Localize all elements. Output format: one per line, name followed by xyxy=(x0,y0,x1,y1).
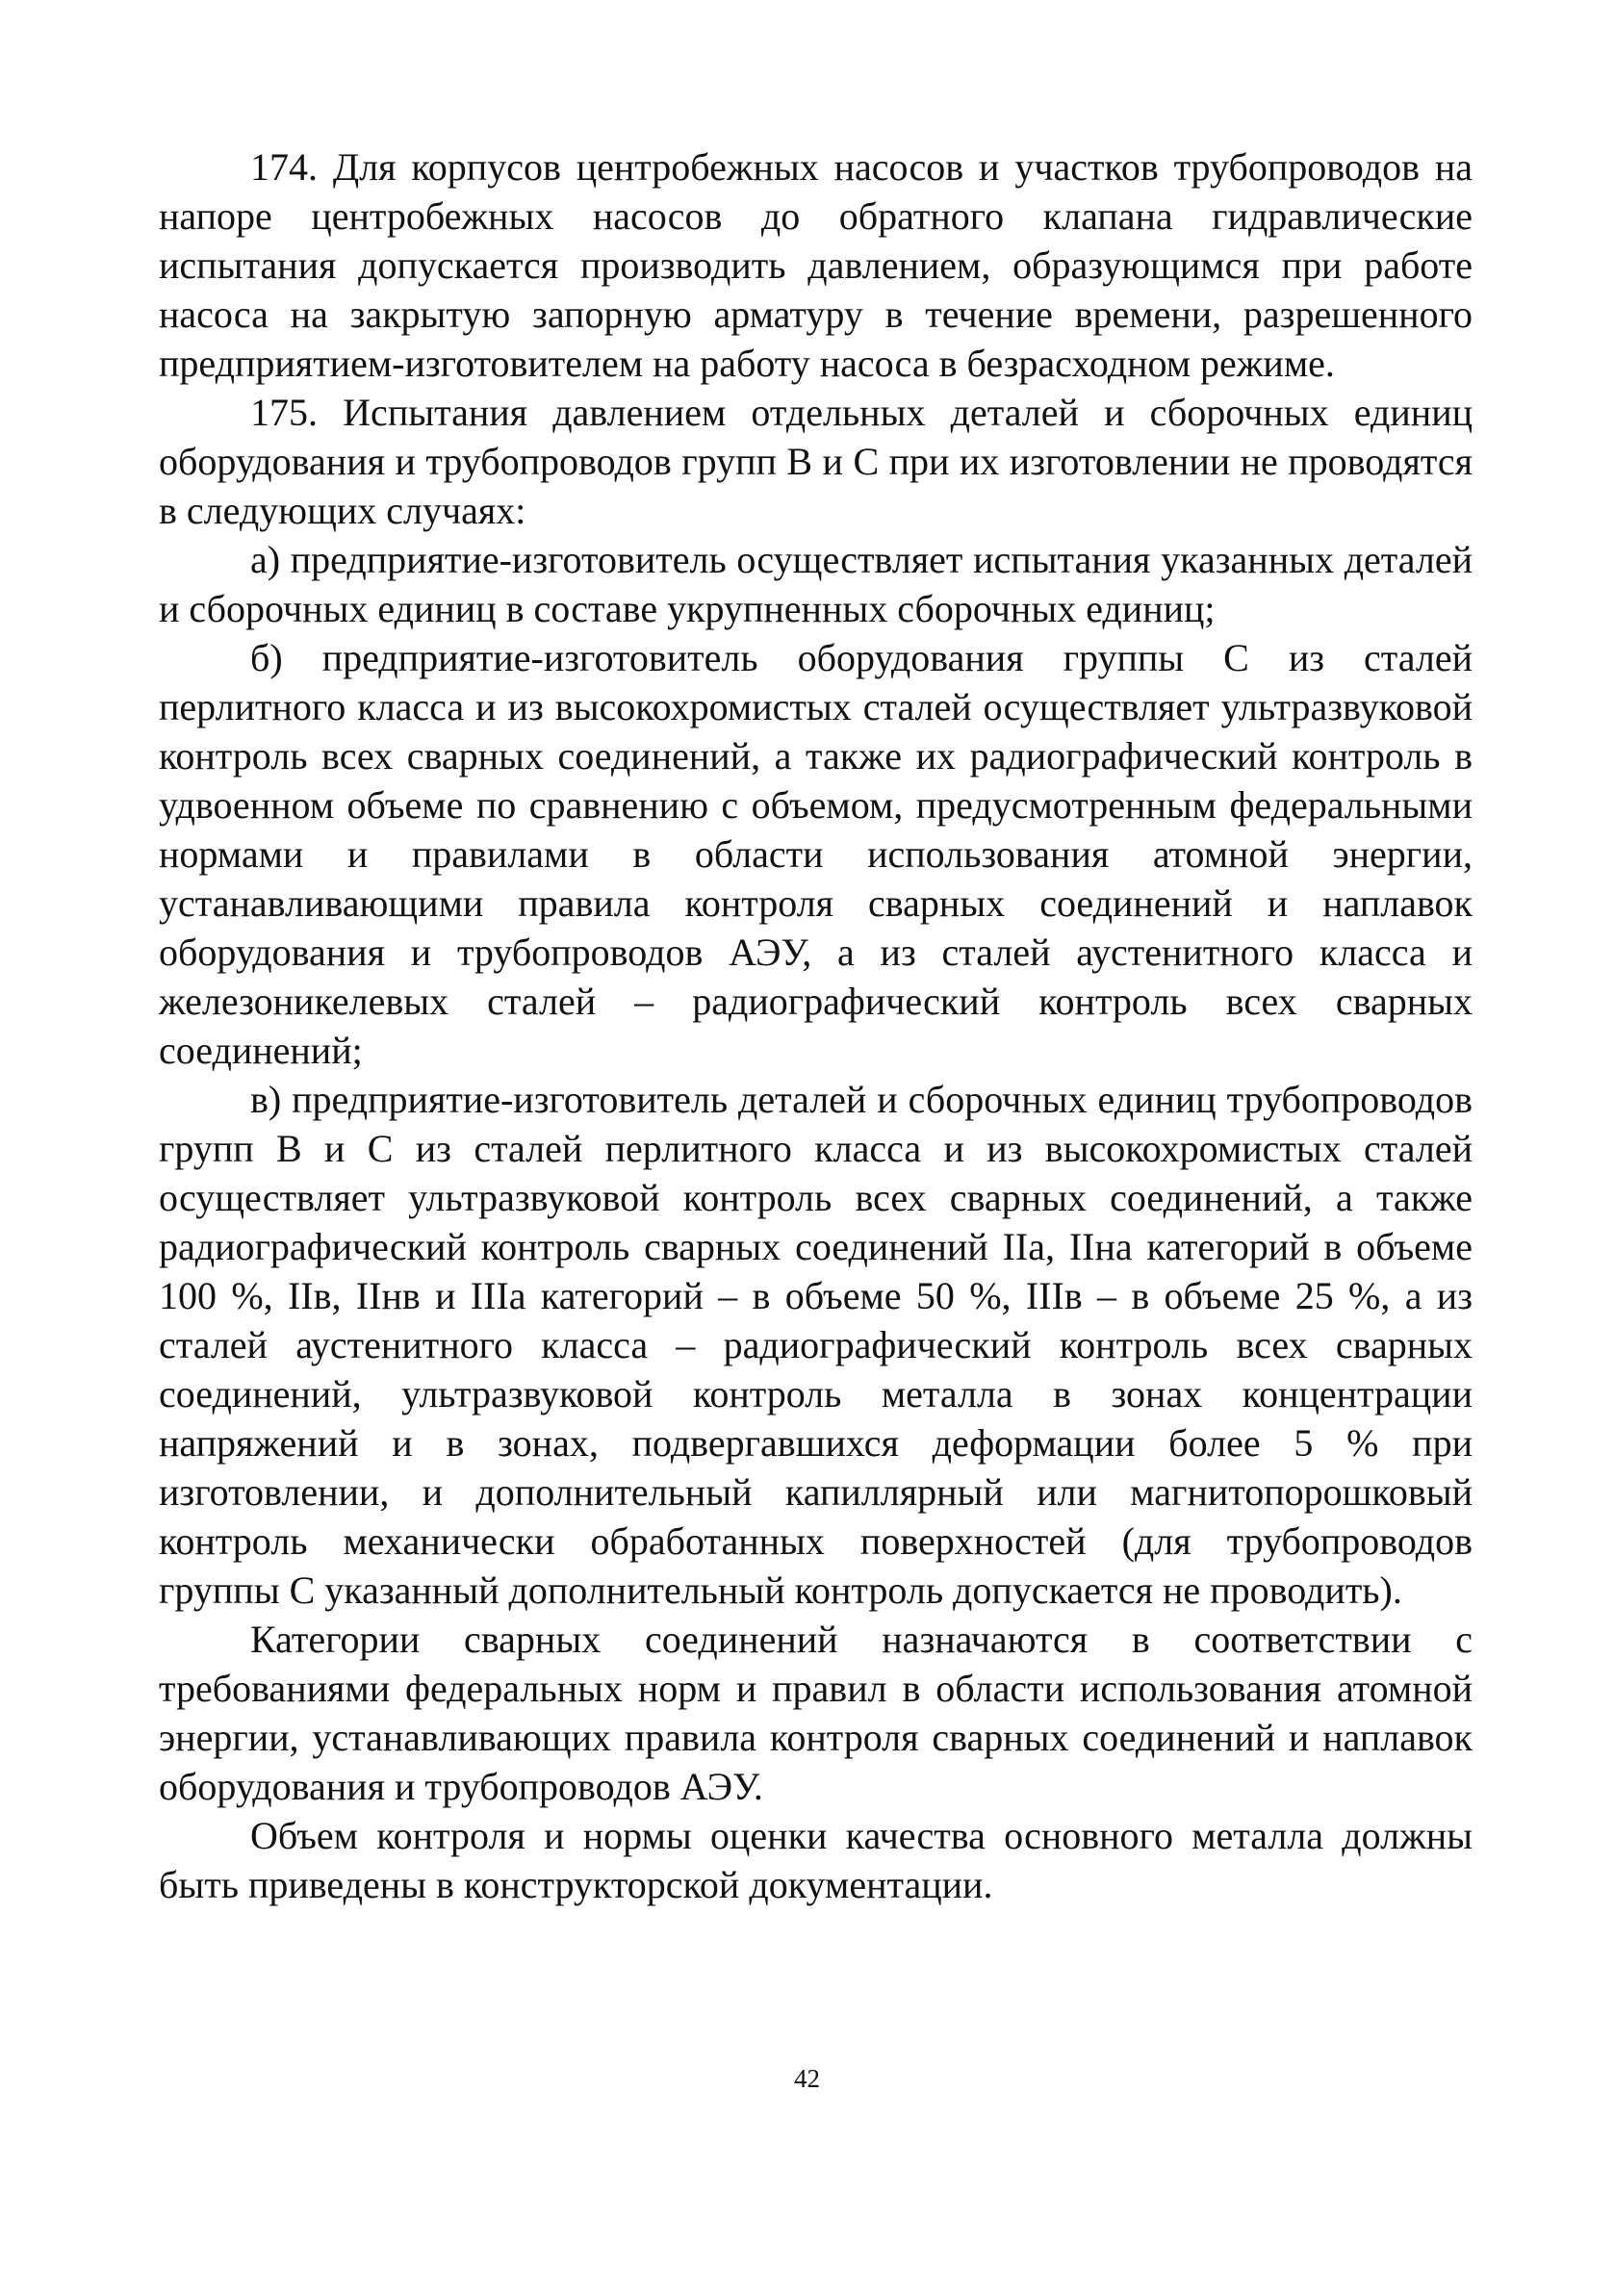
list-item-b: б) предприятие-изготовитель оборудования группы C из сталей перлитного класса и из высокохромистых сталей осуществляет ультразвуковой контроль всех сварных соединений, а также их радиографический контроль в удвоенном объеме по сравнению с объемом, предусмотренным федеральными нормами и правилами в области использования атомной энергии, устанавливающими правила контроля сварных соединений и наплавок оборудования и трубопроводов АЭУ, а из сталей аустенитного класса и железоникелевых сталей – радиографический контроль всех сварных соединений; xyxy=(159,636,1473,1072)
paragraph-weld-categories: Категории сварных соединений назначаются в соответствии с требованиями федеральных норм и правил в области использования атомной энергии, устанавливающих правила контроля сварных соединений и наплавок оборудования и трубопроводов АЭУ. xyxy=(159,1618,1473,1808)
document-body xyxy=(159,142,1473,1909)
list-item-a: а) предприятие-изготовитель осуществляет испытания указанных деталей и сборочных единиц в составе укрупненных сборочных единиц; xyxy=(159,538,1473,630)
page-number: 42 xyxy=(794,2064,820,2093)
paragraph-175: 175. Испытания давлением отдельных деталей и сборочных единиц оборудования и трубопроводов групп B и C при их изготовлении не проводятся в следующих случаях: xyxy=(159,391,1473,532)
paragraph-174: 174. Для корпусов центробежных насосов и участков трубопроводов на напоре центробежных насосов до обратного клапана гидравлические испытания допускается производить давлением, образующимся при работе насоса на закрытую запорную арматуру в течение времени, разрешенного предприятием-изготовителем на работу насоса в безрасходном режиме. xyxy=(159,145,1473,385)
paragraph-inspection-scope: Объем контроля и нормы оценки качества основного металла должны быть приведены в конструкторской документации. xyxy=(159,1814,1473,1906)
list-item-v: в) предприятие-изготовитель деталей и сборочных единиц трубопроводов групп B и C из сталей перлитного класса и из высокохромистых сталей осуществляет ультразвуковой контроль всех сварных соединений, а также радиографический контроль сварных соединений IIа, IIна категорий в объеме 100 %, IIв, IIнв и IIIа категорий – в объеме 50 %, IIIв – в объеме 25 %, а из сталей аустенитного класса – радиографический контроль всех сварных соединений, ультразвуковой контроль металла в зонах концентрации напряжений и в зонах, подвергавшихся деформации более 5 % при изготовлении, и дополнительный капиллярный или магнитопорошковый контроль механически обработанных поверхностей (для трубопроводов группы C указанный дополнительный контроль допускается не проводить). xyxy=(159,1078,1473,1612)
